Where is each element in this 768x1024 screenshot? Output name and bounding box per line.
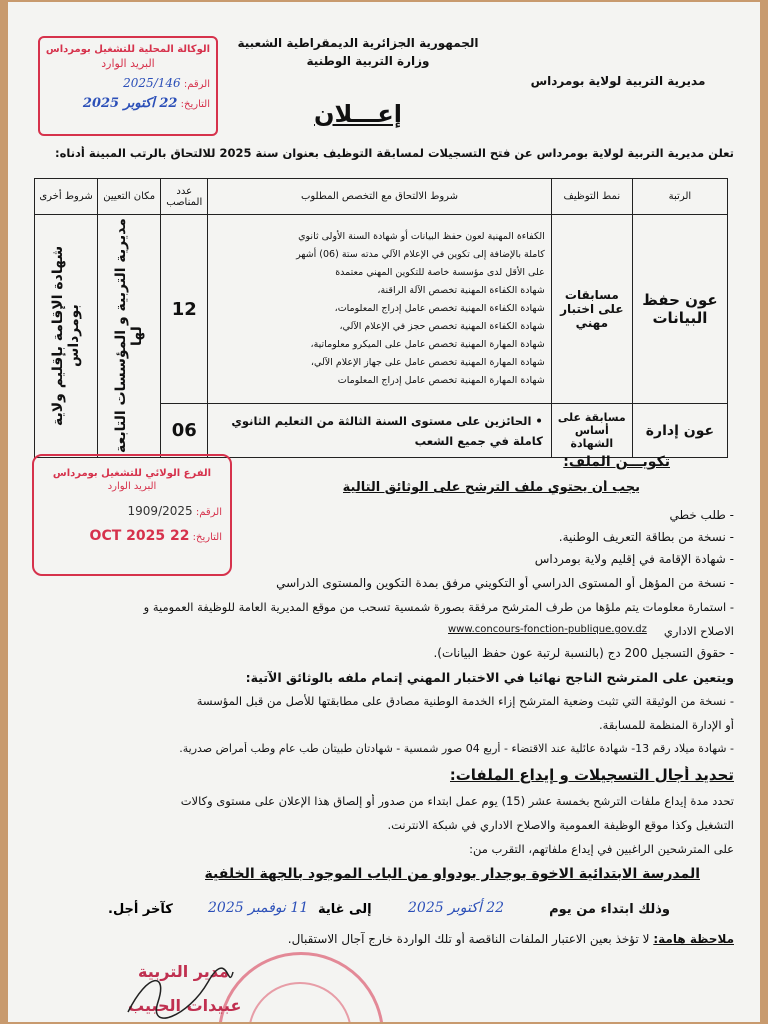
stamp-number-value: 1909/2025 <box>127 504 193 518</box>
col-grade: الرتبة <box>632 179 727 215</box>
signature-title: مدير التربية <box>138 962 229 981</box>
grade-admin-agent: عون إدارة <box>632 404 727 458</box>
success-item: أو الإدارة المنظمة للمسابقة. <box>599 718 734 732</box>
deadline-item: على المترشحين الراغبين في إيداع ملفاتهم، التقرب من: <box>469 842 734 856</box>
file-item: - نسخة من المؤهل أو المستوى الدراسي أو التكويني مرفق بمدة التكوين والمستوى الدراسي <box>276 576 734 590</box>
col-mode: نمط التوظيف <box>551 179 632 215</box>
stamp-number-value: 2025/146 <box>123 76 181 90</box>
condition-line: شهادة الكفاءة المهنية تخصص الآلة الراقنة، <box>377 285 545 297</box>
success-item: - نسخة من الوثيقة التي تثبت وضعية المترشح إزاء الخدمة الوطنية مصادق على مطابقتها للأصل من قبل المؤسسة <box>196 694 734 708</box>
incoming-mail-stamp <box>38 36 218 136</box>
ministry-header: وزارة التربية الوطنية <box>306 54 430 68</box>
important-note <box>288 932 734 946</box>
other-conditions <box>35 215 98 458</box>
period-end: كآخر أجل. <box>108 902 173 917</box>
condition-line: شهادة الكفاءة المهنية تخصص عامل إدراج المعلومات، <box>334 303 545 315</box>
condition-line: شهادة المهارة المهنية تخصص عامل على الميكرو معلوماتية، <box>310 339 545 351</box>
republic-header: الجمهورية الجزائرية الديمقراطية الشعبية <box>237 36 479 50</box>
period-start: وذلك ابتداء من يوم <box>549 902 670 917</box>
conditions-data-keeper <box>208 215 551 404</box>
handwritten-signature <box>118 962 238 1022</box>
date-to: 11 نوفمبر 2025 <box>208 900 309 916</box>
stamp-date-label: التاريخ: <box>192 532 222 543</box>
condition-line: على الأقل لدى مؤسسة خاصة للتكوين المهني معتمدة <box>335 267 545 279</box>
col-other: شروط أخرى <box>35 179 98 215</box>
file-item: الاصلاح الاداري <box>663 624 734 638</box>
stamp-date-label: التاريخ: <box>180 99 210 110</box>
success-item: - شهادة ميلاد رقم 13- شهادة عائلية عند الاقتضاء - أربع 04 صور شمسية - شهادتان طبيتان طب عام وطب أمراض صدرية. <box>179 742 734 755</box>
file-item: - استمارة معلومات يتم ملؤها من طرف المترشح مرفقة بصورة شمسية تسحب من موقع المديرية العامة للوظيفة العمومية و <box>143 600 734 614</box>
col-conditions: شروط الالتحاق مع التخصص المطلوب <box>208 179 551 215</box>
branch-mail-stamp <box>32 454 232 576</box>
document-page <box>8 2 760 1022</box>
mode-certificate: مسابقة على أساس الشهادة <box>551 404 632 458</box>
date-from: 22 أكتوبر 2025 <box>408 900 505 916</box>
deadline-item: التشغيل وكذا موقع الوظيفة العمومية والاصلاح الاداري في شبكة الانترنت. <box>387 818 734 832</box>
deadline-item: تحدد مدة إيداع ملفات الترشح بخمسة عشر (15) يوم عمل ابتداء من صدور أو إلصاق هذا الإعلان على مستوى وكالات <box>180 794 734 808</box>
file-item: - نسخة من بطاقة التعريف الوطنية. <box>558 530 734 544</box>
school-address: المدرسة الابتدائية الاخوة بوجدار بودواو من الباب الموجود بالجهة الخلفية <box>204 866 700 882</box>
success-heading: ويتعين على المترشح الناجح نهائيا في الاختبار المهني إتمام ملفه بالوثائق الآتية: <box>245 670 734 685</box>
stamp-date-value: 22 أكتوبر 2025 <box>82 96 178 111</box>
stamp-number-label: الرقم: <box>195 507 222 518</box>
stamp-number-label: الرقم: <box>183 79 210 90</box>
deadline-heading: تحديد أجال التسجيلات و إيداع الملفات: <box>449 766 734 784</box>
col-place: مكان التعيين <box>98 179 161 215</box>
stamp-date-value: 22 OCT 2025 <box>89 528 190 544</box>
signature-name: عبيدات الحبيب <box>128 996 242 1015</box>
file-subheading: يجب أن يحتوي ملف الترشح على الوثائق التالية <box>342 480 640 495</box>
condition-line: • الحائزين على مستوى السنة الثالثة من التعليم الثانوي <box>231 413 543 428</box>
condition-line: كاملة بالإضافة إلى تكوين في الإعلام الآلي مدته ستة (06) أشهر <box>296 249 545 261</box>
col-posts: عدد المناصب <box>161 179 208 215</box>
other-text: شهادة الإقامة بإقليم ولاية بومرداس <box>50 245 83 427</box>
file-item: - شهادة الإقامة في إقليم ولاية بومرداس <box>534 552 734 566</box>
intro-text: تعلن مديرية التربية لولاية بومرداس عن فتح التسجيلات لمسابقة التوظيف بعنوان سنة 2025 للالتحاق بالرتب المبينة أدناه: <box>55 146 734 160</box>
period-to: إلى غاية <box>318 902 372 917</box>
conditions-admin-agent <box>208 404 551 458</box>
condition-line: شهادة الكفاءة المهنية تخصص حجز في الإعلام الآلي، <box>339 321 545 333</box>
condition-line: شهادة المهارة المهنية تخصص عامل إدراج المعلومات <box>337 375 545 387</box>
file-heading: تكويـــن الملف: <box>563 454 670 470</box>
file-item: - طلب خطي <box>669 508 734 522</box>
page-title: إعـــلان <box>314 100 402 128</box>
condition-line: شهادة المهارة المهنية تخصص عامل على جهاز الإعلام الآلي، <box>310 357 545 369</box>
stamp-branch: الفرع الولائي للتشغيل بومرداس <box>52 468 212 479</box>
directorate-header: مديرية التربية لولاية بومرداس <box>530 74 706 88</box>
condition-line: كاملة في جميع الشعب <box>414 433 543 448</box>
mode-professional-test: مسابقات على اختبار مهني <box>551 215 632 404</box>
note-text: لا تؤخذ بعين الاعتبار الملفات الناقصة أو تلك الواردة خارج آجال الاستقبال. <box>287 932 650 946</box>
stamp-mail-label: البريد الوارد <box>101 57 155 70</box>
file-item: - حقوق التسجيل 200 دج (بالنسبة لرتبة عون حفظ البيانات). <box>433 646 734 660</box>
condition-line: الكفاءة المهنية لعون حفظ البيانات أو شهادة السنة الأولى ثانوي <box>298 231 545 243</box>
stamp-mail-label: البريد الوارد <box>107 481 157 492</box>
posts-data-keeper: 12 <box>161 215 208 404</box>
note-label: ملاحظة هامة: <box>653 932 734 946</box>
website-link[interactable]: www.concours-fonction-publique.gov.dz <box>448 624 647 635</box>
place-of-assignment <box>98 215 161 458</box>
grade-data-keeper: عون حفظ البيانات <box>632 215 727 404</box>
posts-admin-agent: 06 <box>161 404 208 458</box>
stamp-agency: الوكالة المحلية للتشغيل بومرداس <box>45 44 211 55</box>
place-text: مديرية التربية و المؤسسات التابعة لها <box>113 218 146 454</box>
positions-table <box>34 178 728 458</box>
